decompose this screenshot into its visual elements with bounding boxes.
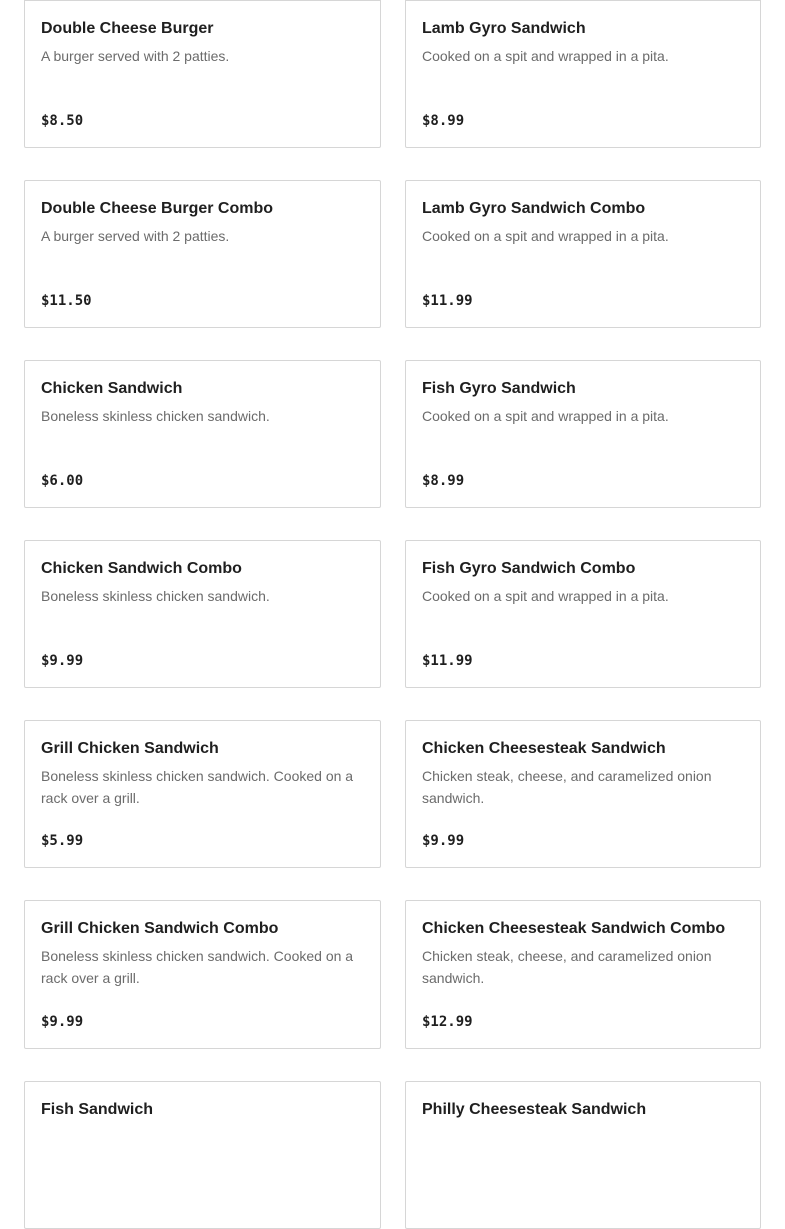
menu-item-price: $11.50 — [41, 293, 92, 309]
menu-item-price: $9.99 — [41, 653, 84, 669]
menu-item-title: Lamb Gyro Sandwich Combo — [422, 200, 646, 217]
menu-item-price: $8.50 — [41, 113, 84, 129]
menu-item-title: Chicken Sandwich Combo — [41, 560, 242, 577]
menu-item-card[interactable] — [405, 540, 761, 688]
menu-item-description: Boneless skinless chicken sandwich. — [41, 408, 270, 424]
menu-item-card[interactable] — [24, 0, 381, 148]
menu-item-title: Double Cheese Burger Combo — [41, 200, 274, 217]
menu-item-card[interactable] — [405, 720, 761, 868]
menu-item-card[interactable] — [24, 360, 381, 508]
menu-item-description: Cooked on a spit and wrapped in a pita. — [422, 48, 669, 64]
menu-item-description: Boneless skinless chicken sandwich. — [41, 588, 270, 604]
menu-item-title: Fish Gyro Sandwich Combo — [422, 560, 636, 577]
menu-item-description: Chicken steak, cheese, and caramelized onion sandwich. — [422, 768, 712, 806]
menu-item-title: Double Cheese Burger — [41, 20, 214, 37]
menu-item-card[interactable] — [405, 360, 761, 508]
menu-item-description: Boneless skinless chicken sandwich. Cooked on a rack over a grill. — [41, 948, 354, 986]
menu-item-card[interactable] — [24, 180, 381, 328]
menu-item-description: A burger served with 2 patties. — [41, 228, 230, 244]
menu-item-description: Boneless skinless chicken sandwich. Cooked on a rack over a grill. — [41, 768, 354, 806]
menu-item-description: Cooked on a spit and wrapped in a pita. — [422, 588, 669, 604]
menu-item-title: Grill Chicken Sandwich — [41, 740, 219, 757]
menu-item-price: $9.99 — [41, 1014, 84, 1030]
menu-item-title: Grill Chicken Sandwich Combo — [41, 920, 279, 937]
menu-item-description: Cooked on a spit and wrapped in a pita. — [422, 408, 669, 424]
menu-item-title: Chicken Sandwich — [41, 380, 183, 397]
menu-item-title: Fish Sandwich — [41, 1101, 154, 1118]
menu-item-card[interactable] — [24, 900, 381, 1049]
menu-item-title: Fish Gyro Sandwich — [422, 380, 576, 397]
menu-item-card[interactable] — [405, 0, 761, 148]
menu-item-description: Chicken steak, cheese, and caramelized onion sandwich. — [422, 948, 712, 986]
menu-item-price: $11.99 — [422, 293, 473, 309]
menu-item-price: $12.99 — [422, 1014, 473, 1030]
menu-item-title: Lamb Gyro Sandwich — [422, 20, 586, 37]
menu-item-price: $8.99 — [422, 113, 465, 129]
menu-item-card[interactable] — [405, 1081, 761, 1229]
menu-item-title: Philly Cheesesteak Sandwich — [422, 1101, 647, 1118]
menu-item-title: Chicken Cheesesteak Sandwich Combo — [422, 920, 726, 937]
menu-item-price: $8.99 — [422, 473, 465, 489]
menu-item-card[interactable] — [24, 540, 381, 688]
menu-item-card[interactable] — [405, 180, 761, 328]
menu-item-price: $5.99 — [41, 833, 84, 849]
menu-item-card[interactable] — [405, 900, 761, 1049]
menu-item-description: A burger served with 2 patties. — [41, 48, 230, 64]
menu-item-description: Cooked on a spit and wrapped in a pita. — [422, 228, 669, 244]
menu-item-title: Chicken Cheesesteak Sandwich — [422, 740, 666, 757]
menu-item-price: $6.00 — [41, 473, 84, 489]
menu-item-price: $9.99 — [422, 833, 465, 849]
menu-item-card[interactable] — [24, 1081, 381, 1229]
menu-item-grid — [24, 0, 761, 1229]
menu-item-price: $11.99 — [422, 653, 473, 669]
menu-item-card[interactable] — [24, 720, 381, 868]
